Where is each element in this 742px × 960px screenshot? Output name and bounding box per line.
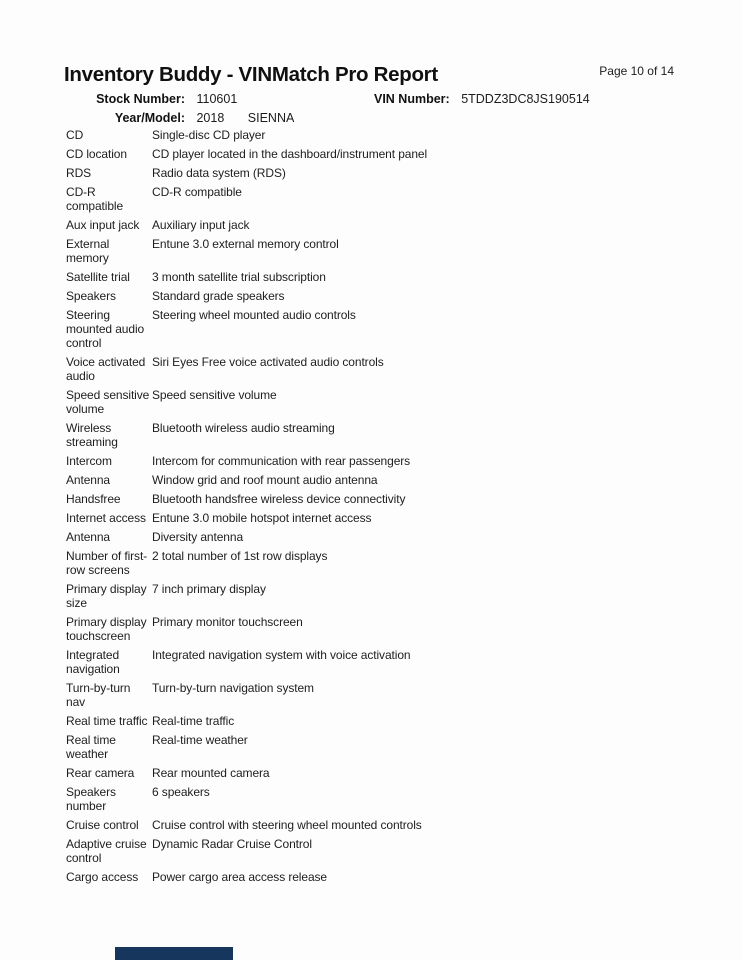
feature-label: Rear camera [66, 766, 135, 780]
table-row [66, 582, 702, 610]
table-row [66, 530, 702, 544]
vin-number-value: 5TDDZ3DC8JS190514 [461, 92, 590, 106]
feature-label: Number of first-row screens [66, 549, 148, 577]
page-title: Inventory Buddy - VINMatch Pro Report [64, 63, 438, 86]
feature-value: Real-time traffic [152, 714, 235, 728]
feature-label: Handsfree [66, 492, 121, 506]
stock-vin-line [64, 92, 678, 110]
feature-label: Real time weather [66, 733, 116, 761]
feature-label: Cargo access [66, 870, 139, 884]
table-row [66, 128, 702, 142]
table-row [66, 218, 702, 232]
table-row [66, 511, 702, 525]
feature-value: Window grid and roof mount audio antenna [152, 473, 378, 487]
table-row [66, 473, 702, 487]
table-row [66, 289, 702, 303]
table-row [66, 837, 702, 865]
feature-value: CD player located in the dashboard/instrument panel [152, 147, 428, 161]
feature-label: Internet access [66, 511, 146, 525]
feature-label: External memory [66, 237, 110, 265]
feature-label: CD-R compatible [66, 185, 124, 213]
table-row [66, 388, 702, 416]
footer-accent-bar [115, 947, 233, 960]
table-row [66, 308, 702, 350]
table-row [66, 733, 702, 761]
feature-label: Wireless streaming [66, 421, 118, 449]
feature-value: Entune 3.0 mobile hotspot internet access [152, 511, 372, 525]
feature-label: Satellite trial [66, 270, 130, 284]
table-row [66, 237, 702, 265]
table-row [66, 785, 702, 813]
feature-value: Power cargo area access release [152, 870, 327, 884]
feature-label: Aux input jack [66, 218, 140, 232]
table-row [66, 166, 702, 180]
table-row [66, 185, 702, 213]
feature-value: Siri Eyes Free voice activated audio controls [152, 355, 384, 369]
table-row [66, 681, 702, 709]
table-row [66, 270, 702, 284]
stock-number-label: Stock Number: [96, 92, 185, 106]
feature-label: Speed sensitive volume [66, 388, 150, 416]
feature-value: Auxiliary input jack [152, 218, 250, 232]
table-row [66, 648, 702, 676]
feature-label: Primary display touchscreen [66, 615, 147, 643]
table-row [66, 766, 702, 780]
feature-value: Primary monitor touchscreen [152, 615, 303, 629]
stock-number-value: 110601 [196, 92, 238, 106]
year-model-line [64, 111, 678, 129]
feature-value: 7 inch primary display [152, 582, 266, 596]
feature-value: Intercom for communication with rear passengers [152, 454, 411, 468]
table-row [66, 492, 702, 506]
page-number-indicator: Page 10 of 14 [599, 64, 674, 78]
table-row [66, 147, 702, 161]
table-row [66, 549, 702, 577]
feature-label: Cruise control [66, 818, 139, 832]
feature-label: Integrated navigation [66, 648, 120, 676]
table-row [66, 615, 702, 643]
report-header [64, 63, 678, 87]
feature-label: Adaptive cruise control [66, 837, 147, 865]
feature-value: 2 total number of 1st row displays [152, 549, 328, 563]
feature-label: Steering mounted audio control [66, 308, 145, 350]
table-row [66, 714, 702, 728]
feature-value: Real-time weather [152, 733, 248, 747]
feature-table [66, 128, 702, 889]
feature-label: Intercom [66, 454, 112, 468]
feature-label: Antenna [66, 530, 111, 544]
feature-value: 6 speakers [152, 785, 210, 799]
vehicle-info-block [64, 92, 678, 130]
feature-label: Turn-by-turn nav [66, 681, 131, 709]
feature-label: CD [66, 128, 84, 142]
feature-value: Bluetooth wireless audio streaming [152, 421, 335, 435]
feature-value: CD-R compatible [152, 185, 242, 199]
model-value: SIENNA [247, 111, 295, 125]
feature-value: Diversity antenna [152, 530, 244, 544]
feature-value: Cruise control with steering wheel mounted controls [152, 818, 422, 832]
feature-label: CD location [66, 147, 127, 161]
table-row [66, 355, 702, 383]
feature-value: Integrated navigation system with voice activation [152, 648, 411, 662]
feature-label: Speakers number [66, 785, 116, 813]
feature-value: Radio data system (RDS) [152, 166, 286, 180]
feature-value: 3 month satellite trial subscription [152, 270, 326, 284]
feature-value: Standard grade speakers [152, 289, 285, 303]
feature-value: Dynamic Radar Cruise Control [152, 837, 312, 851]
table-row [66, 421, 702, 449]
feature-label: Voice activated audio [66, 355, 146, 383]
feature-value: Entune 3.0 external memory control [152, 237, 339, 251]
feature-value: Turn-by-turn navigation system [152, 681, 314, 695]
table-row [66, 870, 702, 884]
feature-value: Rear mounted camera [152, 766, 270, 780]
year-model-label: Year/Model: [114, 111, 185, 125]
feature-label: Speakers [66, 289, 116, 303]
feature-label: Antenna [66, 473, 111, 487]
feature-label: RDS [66, 166, 92, 180]
feature-value: Bluetooth handsfree wireless device connectivity [152, 492, 406, 506]
table-row [66, 818, 702, 832]
year-value: 2018 [196, 111, 225, 125]
vin-group [374, 92, 590, 106]
table-row [66, 454, 702, 468]
feature-value: Steering wheel mounted audio controls [152, 308, 356, 322]
feature-value: Single-disc CD player [152, 128, 266, 142]
feature-value: Speed sensitive volume [152, 388, 277, 402]
feature-label: Real time traffic [66, 714, 148, 728]
vin-number-label: VIN Number: [374, 92, 450, 106]
feature-label: Primary display size [66, 582, 147, 610]
